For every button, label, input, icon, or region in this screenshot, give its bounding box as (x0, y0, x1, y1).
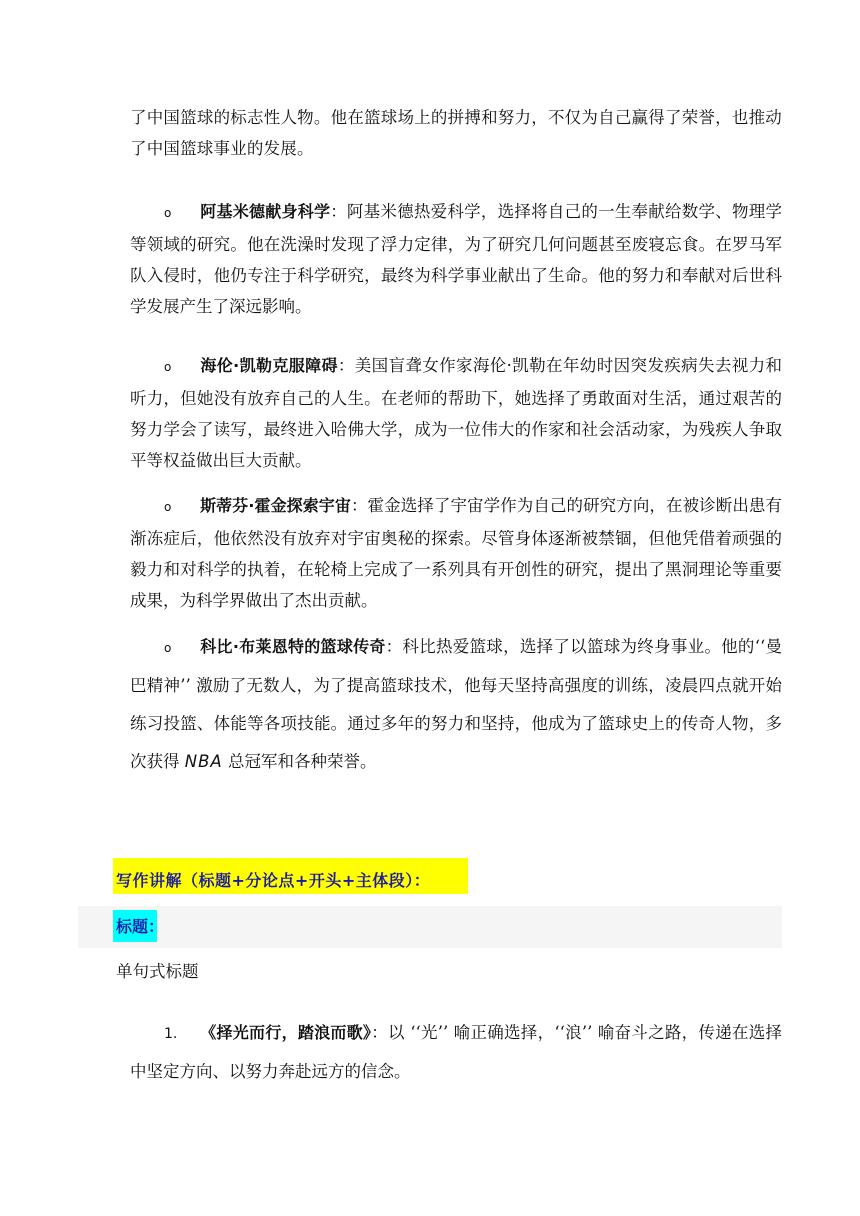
numbered-item (130, 1014, 782, 1091)
example-title: 科比·布莱恩特的篮球传奇 (200, 637, 386, 656)
example-body: ：霍金选择了宇宙学作为自己的研究方向，在被诊断出患有渐冻症后，他依然没有放弃对宇宙奥秘的探索。尽管身体逐渐被禁锢，但他凭借着顽强的毅力和对科学的执着，在轮椅上完成了一系列具有开创性的研究，提出了黑洞理论等重要成果，为科学界做出了杰出贡献。 (130, 496, 782, 610)
title-heading: 标题： (116, 917, 165, 936)
bullet-marker: o (164, 500, 172, 514)
example-hawking (130, 490, 782, 616)
bullet-marker: o (164, 206, 172, 220)
nba-text: NBA (184, 752, 223, 771)
example-body: ：美国盲聋女作家海伦·凯勒在年幼时因突发疾病失去视力和听力，但她没有放弃自己的人生。在老师的帮助下，她选择了勇敢面对生活，通过艰苦的努力学会了读写，最终进入哈佛大学，成为一位伟大的作家和社会活动家，为残疾人争取平等权益做出巨大贡献。 (130, 356, 782, 470)
example-title: 斯蒂芬·霍金探索宇宙 (200, 496, 351, 515)
sub-heading: 单句式标题 (116, 962, 199, 981)
example-helen-keller (130, 350, 782, 476)
item-body: ：以 ‘‘光’’ 喻正确选择，‘‘浪’’ 喻奋斗之路，传递在选择中坚定方向、以努力奔赴远方的信念。 (130, 1023, 782, 1081)
item-title: 《择光而行，踏浪而歌》 (200, 1023, 372, 1042)
example-kobe (130, 628, 782, 781)
example-body-end: 总冠军和各种荣誉。 (222, 752, 377, 771)
item-number: 1. (164, 1026, 178, 1042)
intro-text: 了中国篮球的标志性人物。他在篮球场上的拼搏和努力，不仅为自己赢得了荣誉，也推动了中国篮球事业的发展。 (130, 108, 782, 158)
heading-band (78, 906, 782, 948)
example-title: 阿基米德献身科学 (200, 202, 331, 221)
example-archimedes (130, 196, 782, 322)
example-title: 海伦·凯勒克服障碍 (200, 356, 338, 375)
bullet-marker: o (164, 360, 172, 374)
intro-paragraph (130, 102, 782, 164)
writing-heading: 写作讲解（标题+分论点+开头+主体段）： (116, 871, 431, 890)
bullet-marker: o (164, 641, 172, 655)
example-body: ：科比热爱篮球，选择了以篮球为终身事业。他的‘‘曼巴精神’’ 激励了无数人，为了提高篮球技术，他每天坚持高强度的训练，凌晨四点就开始练习投篮、体能等各项技能。通过多年的努力和坚持，他成为了篮球史上的传奇人物，多次获得 (130, 637, 782, 771)
example-body: ：阿基米德热爱科学，选择将自己的一生奉献给数学、物理学等领域的研究。他在洗澡时发现了浮力定律，为了研究几何问题甚至废寝忘食。在罗马军队入侵时，他仍专注于科学研究，最终为科学事业献出了生命。他的努力和奉献对后世科学发展产生了深远影响。 (130, 202, 782, 316)
